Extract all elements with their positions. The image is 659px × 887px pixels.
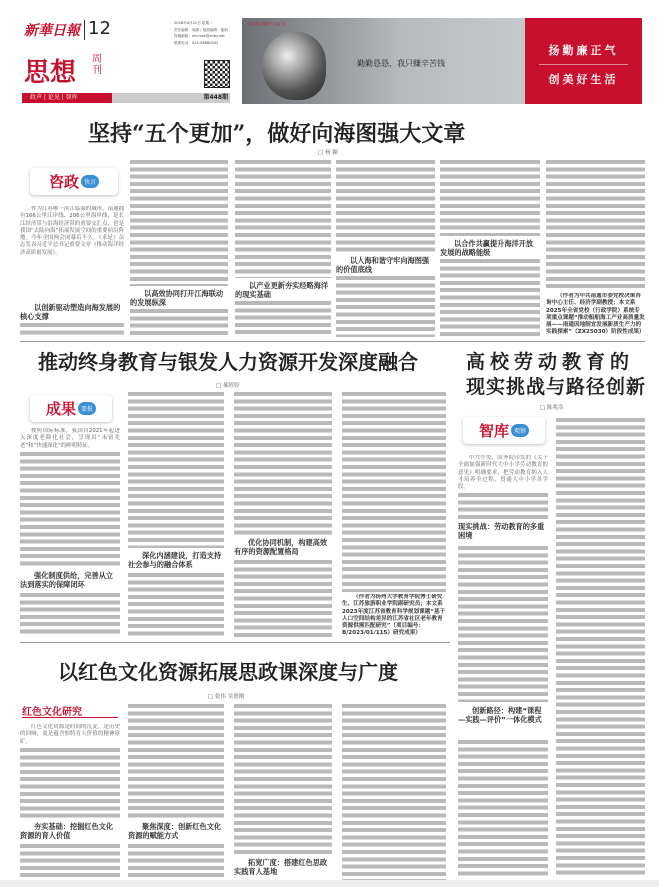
article2-text <box>128 392 224 548</box>
article2-headline[interactable]: 推动终身教育与银发人力资源开发深度融合 <box>38 350 418 374</box>
article1-text <box>336 276 435 337</box>
article4-headline[interactable]: 以红色文化资源拓展思政课深度与广度 <box>58 660 398 684</box>
divider <box>20 642 450 643</box>
article2-text <box>342 392 446 592</box>
phone: 联系电话：025-58680342 <box>174 40 219 45</box>
article1-text <box>20 323 124 337</box>
masthead <box>20 18 235 106</box>
article1-author-note: （作者为中共南通市委党校决策咨询中心主任、经济学副教授；本文系2025年全省党校（行政学院）系统专项重点课题“推动船舶海工产业高质量发展——南通因地制宜发展新质生产力的实践探索”（ZX25030）阶段性成果） <box>546 293 645 336</box>
page-bottom-margin <box>0 880 659 887</box>
article1-subhead-1: 以创新驱动塑造向海发展的核心支撑 <box>20 303 121 321</box>
section-sub: 周刊 <box>92 54 102 76</box>
page-number: 12 <box>88 18 111 39</box>
divider <box>84 20 85 40</box>
article1-subhead-2: 以高效协同打开江海联动的发展纵深 <box>130 289 224 307</box>
article1-byline: □ 杨 颖 <box>318 150 338 156</box>
article1-subhead-3: 以产业更新夯实经略海洋的现实基础 <box>235 281 329 299</box>
article2-byline: □ 郝婷婷 <box>216 383 240 389</box>
article2-intro: 按照国际标准，我国自2021年起进入深度老龄化社会，呈现出“未富先老”和“快速深化”的鲜明特征。 <box>20 428 120 449</box>
article1-text <box>130 309 228 337</box>
article4-text <box>342 704 446 880</box>
article1-subhead-4: 以人海和谐守牢向海图强的价值底线 <box>336 256 430 274</box>
article4-subhead-1: 夯实基础：挖掘红色文化资源的育人价值 <box>20 822 114 840</box>
divider <box>20 341 645 342</box>
article2-subhead-2: 深化内涵建设，打造支持社会参与的融合体系 <box>128 551 222 569</box>
ad-line1: 扬勤廉正气 <box>548 44 619 57</box>
article4-text <box>128 844 224 880</box>
ad-red-panel <box>525 18 642 104</box>
article4-text <box>128 704 224 820</box>
qr-code-icon <box>204 60 230 88</box>
editors: 责任编辑：周琼 / 版面编辑：郁帆 <box>174 27 228 32</box>
article4-column-logo: 红色文化研究 <box>22 700 118 718</box>
article4-text <box>20 748 120 820</box>
article2-column-logo: 成果 要报 <box>30 395 112 422</box>
article3-column-logo: 智库 观察 <box>463 417 545 444</box>
article2-text <box>234 560 332 637</box>
piggy-bank-image <box>262 32 326 100</box>
article1-text <box>235 301 331 337</box>
paper-name: 新華日報 <box>24 23 80 39</box>
article3-headline[interactable] <box>466 350 646 400</box>
article3-text <box>458 546 548 702</box>
article4-subhead-3: 拓宽广度：搭建红色思政实践育人基地 <box>234 858 328 876</box>
article4-byline: □ 张伟 吴德刚 <box>208 694 245 700</box>
section-title: 思想 <box>24 58 77 88</box>
ad-banner[interactable] <box>242 18 642 104</box>
nav-links[interactable]: 政声 | 论见 | 智库 <box>22 93 112 103</box>
nav-bar <box>22 93 230 103</box>
article4-text <box>234 704 332 856</box>
article3-subhead-1: 现实挑战：劳动教育的多重困境 <box>458 522 545 540</box>
article2-subhead-1: 强化制度供给，完善从立法到落实的保障闭环 <box>20 571 114 589</box>
article3-text <box>556 418 645 878</box>
article2-text <box>20 593 120 637</box>
article4-text <box>20 844 120 880</box>
article2-text <box>128 573 224 637</box>
article1-column-logo: 咨政 快言 <box>30 168 118 195</box>
article1-text <box>440 259 540 337</box>
article1-text <box>440 160 540 236</box>
article1-text <box>336 160 435 254</box>
article3-headline-line2: 现实挑战与路径创新 <box>466 376 647 398</box>
article3-byline: □ 陈兆浩 <box>540 405 564 411</box>
article3-text <box>458 740 548 878</box>
article4-intro: 红色文化资源是时间的沉淀，是历史的回响，更是蕴含独特育人价值的精神富矿。 <box>20 724 120 745</box>
article3-subhead-2: 创新路径：构建“课程—实践—评价”一体化模式 <box>458 706 542 724</box>
ad-line2: 创美好生活 <box>548 73 619 86</box>
article3-headline-line1: 高校劳动教育的 <box>466 351 635 373</box>
article2-text <box>234 392 332 536</box>
article1-text <box>130 160 228 286</box>
email[interactable]: 投稿邮箱：xhcmzk@xhby.net <box>174 34 225 38</box>
issue-number: 第448期 <box>203 94 228 101</box>
article1-subhead-5: 以合作共赢提升海洋开放发展的战略能级 <box>440 239 534 257</box>
article3-text <box>458 493 548 519</box>
date: 2026年4月21日 星期二 <box>174 21 213 25</box>
article1-intro: 作为江苏唯一滨江临海的城市，南通拥有166公里江岸线、206公里海岸线，是长江经济带与沿海经济带的重要交汇点，也是我国“去陆向海”拓展发展空间的重要前沿阵地。今年全国两会闭幕后不久，《求是》杂志发表习近平总书记重要文章《推动海洋经济高质量发展》。 <box>20 206 124 256</box>
article2-text <box>20 452 120 567</box>
article2-author-note: （作者为扬州大学教育学院博士研究生、江苏旅游职业学院副研究员；本文系2023年度江苏省教育科学规划课题“基于人口空间结构差异的江苏省社区老年教育资源供需匹配研究”（项目编号：B/2023/01/115）研究成果） <box>342 594 446 637</box>
article3-intro: 中共中央、国务院印发的《关于全面加强新时代大中小学劳动教育的意见》明确要求，把劳动教育纳入人才培养全过程，贯通大中小学各学段。 <box>458 455 548 491</box>
article1-headline[interactable]: 坚持“五个更加”，做好向海图强大文章 <box>88 121 466 147</box>
article4-subhead-2: 聚焦深度：创新红色文化资源的赋能方式 <box>128 822 222 840</box>
article1-text <box>235 160 331 278</box>
article2-subhead-3: 优化协同机制，构建高效有序的资源配置格局 <box>234 538 328 556</box>
ad-slogan: 勤勤恳恳，我只赚辛苦钱 <box>357 59 445 68</box>
article1-text <box>546 160 645 290</box>
ad-tag: "讲文明 树新风"公益广告 <box>247 22 287 26</box>
